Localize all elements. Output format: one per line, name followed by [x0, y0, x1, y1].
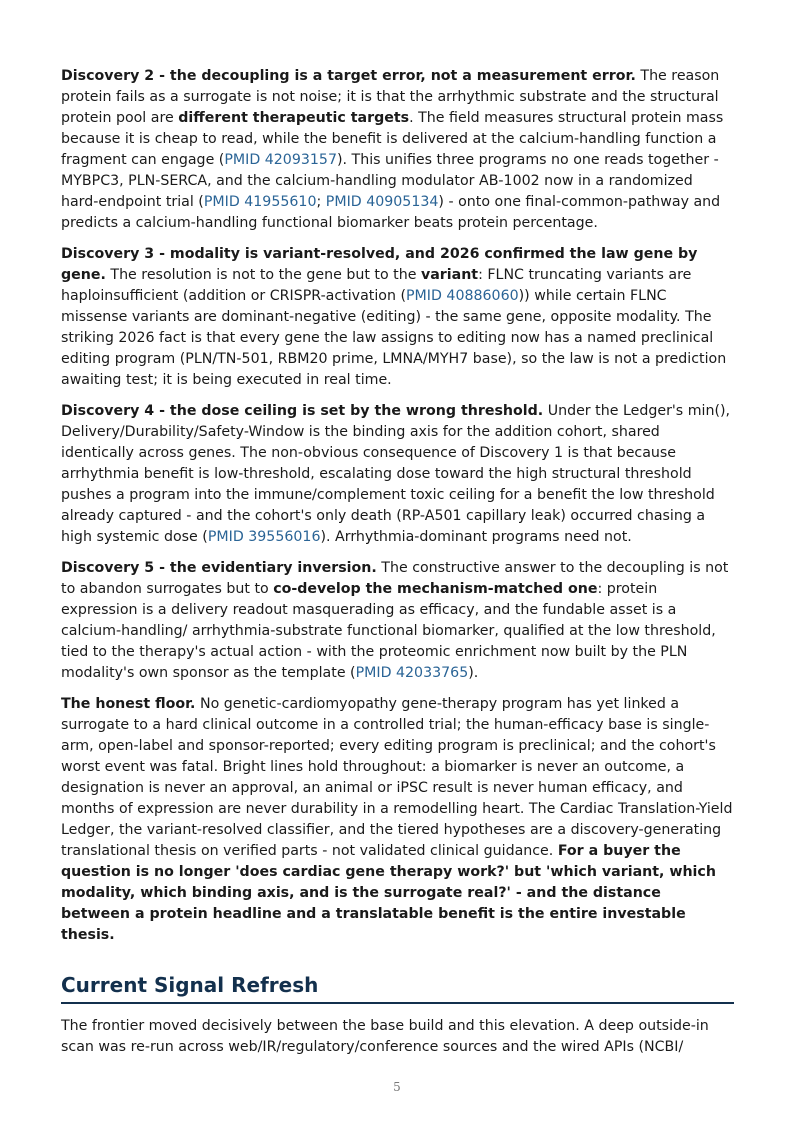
discovery-5-heading: Discovery 5 - the evidentiary inversion. — [61, 560, 377, 576]
text-run: ; — [316, 194, 326, 210]
emphasis: variant — [420, 267, 479, 283]
pmid-link[interactable]: PMID 40905134 — [325, 194, 439, 210]
pmid-link[interactable]: PMID 42033765 — [355, 665, 469, 681]
discovery-2-paragraph — [61, 66, 734, 234]
text-run: The reason protein fails as a surrogate is not noise; it is that the arrhythmic substrate and the structural protein pool are — [61, 68, 720, 126]
text-run: No genetic-cardiomyopathy gene-therapy program has yet linked a surrogate to a hard clinical outcome in a controlled trial; the human-efficacy base is single-arm, open-label and sponsor-reported; every editing program is preclinical; and the cohort's worst event was fatal. Bright lines hold throughout: a biomarker is never an outcome, a designation is never an approval, an animal or iPSC result is never human efficacy, and months of expression are never durability in a remodelling heart. The Cardiac Translation-Yield Ledger, the variant-resolved classifier, and the tiered hypotheses are a discovery-generating translational thesis on verified parts - not validated clinical guidance. — [61, 696, 733, 859]
emphasis: different therapeutic targets — [178, 110, 410, 126]
emphasis: co-develop the mechanism-matched one — [273, 581, 598, 597]
discovery-4-paragraph — [61, 401, 734, 548]
text-run: )) while certain FLNC missense variants are dominant-negative (editing) - the same gene, opposite modality. The striking 2026 fact is that every gene the law assigns to editing now has a named preclinical editing program (PLN/TN-501, RBM20 prime, LMNA/MYH7 base), so the law is not a prediction awaiting test; it is being executed in real time. — [61, 288, 727, 388]
discovery-3-heading: Discovery 3 - modality is variant-resolved, and 2026 confirmed the law gene by gene. — [61, 246, 698, 283]
honest-floor-paragraph — [61, 694, 734, 946]
honest-floor-heading: The honest floor. — [61, 696, 196, 712]
pmid-link[interactable]: PMID 40886060 — [406, 288, 519, 304]
section-heading: Current Signal Refresh — [61, 972, 734, 1004]
text-run: ). This unifies three programs no one reads together - MYBPC3, PLN-SERCA, and the calcium-handling modulator AB-1002 now in a randomized hard-endpoint trial ( — [61, 152, 719, 210]
document-body — [61, 66, 734, 1068]
text-run: . The field measures structural protein mass because it is cheap to read, while the benefit is delivered at the calcium-handling function a fragment can engage ( — [61, 110, 724, 168]
discovery-3-paragraph — [61, 244, 734, 391]
page-number: 5 — [393, 1080, 401, 1094]
section-intro-paragraph: The frontier moved decisively between the base build and this elevation. A deep outside-in scan was re-run across web/IR/regulatory/conference sources and the wired APIs (NCBI/ — [61, 1018, 709, 1055]
text-run: : protein expression is a delivery readout masquerading as efficacy, and the fundable asset is a calcium-handling/ arrhythmia-substrate functional biomarker, qualified at the low threshold, tied to the therapy's actual action - with the proteomic enrichment now built by the PLN modality's own sponsor as the template ( — [61, 581, 716, 681]
text-run: ). Arrhythmia-dominant programs need not. — [320, 529, 632, 545]
emphasis: For a buyer the question is no longer 'does cardiac gene therapy work?' but 'which variant, which modality, which binding axis, and is the surrogate real?' - and the distance between a protein headline and a translatable benefit is the entire investable thesis. — [61, 843, 716, 943]
pmid-link[interactable]: PMID 39556016 — [207, 529, 321, 545]
text-run: The constructive answer to the decoupling is not to abandon surrogates but to — [61, 560, 729, 597]
text-run: : FLNC truncating variants are haploinsufficient (addition or CRISPR-activation ( — [61, 267, 692, 304]
text-run: The resolution is not to the gene but to the — [105, 267, 421, 283]
discovery-5-paragraph — [61, 558, 734, 684]
pmid-link[interactable]: PMID 42093157 — [224, 152, 337, 168]
pmid-link[interactable]: PMID 41955610 — [203, 194, 317, 210]
text-run: ) - onto one final-common-pathway and predicts a calcium-handling functional biomarker beats protein percentage. — [61, 194, 721, 231]
discovery-2-heading: Discovery 2 - the decoupling is a target error, not a measurement error. — [61, 68, 636, 84]
text-run: ). — [468, 665, 479, 681]
text-run: Under the Ledger's min(), Delivery/Durability/Safety-Window is the binding axis for the addition cohort, shared identically across genes. The non-obvious consequence of Discovery 1 is that because arrhythmia benefit is low-threshold, escalating dose toward the high structural threshold pushes a program into the immune/complement toxic ceiling for a benefit the low threshold already captured - and the cohort's only death (RP-A501 capillary leak) occurred chasing a high systemic dose ( — [61, 403, 731, 545]
discovery-4-heading: Discovery 4 - the dose ceiling is set by the wrong threshold. — [61, 403, 544, 419]
